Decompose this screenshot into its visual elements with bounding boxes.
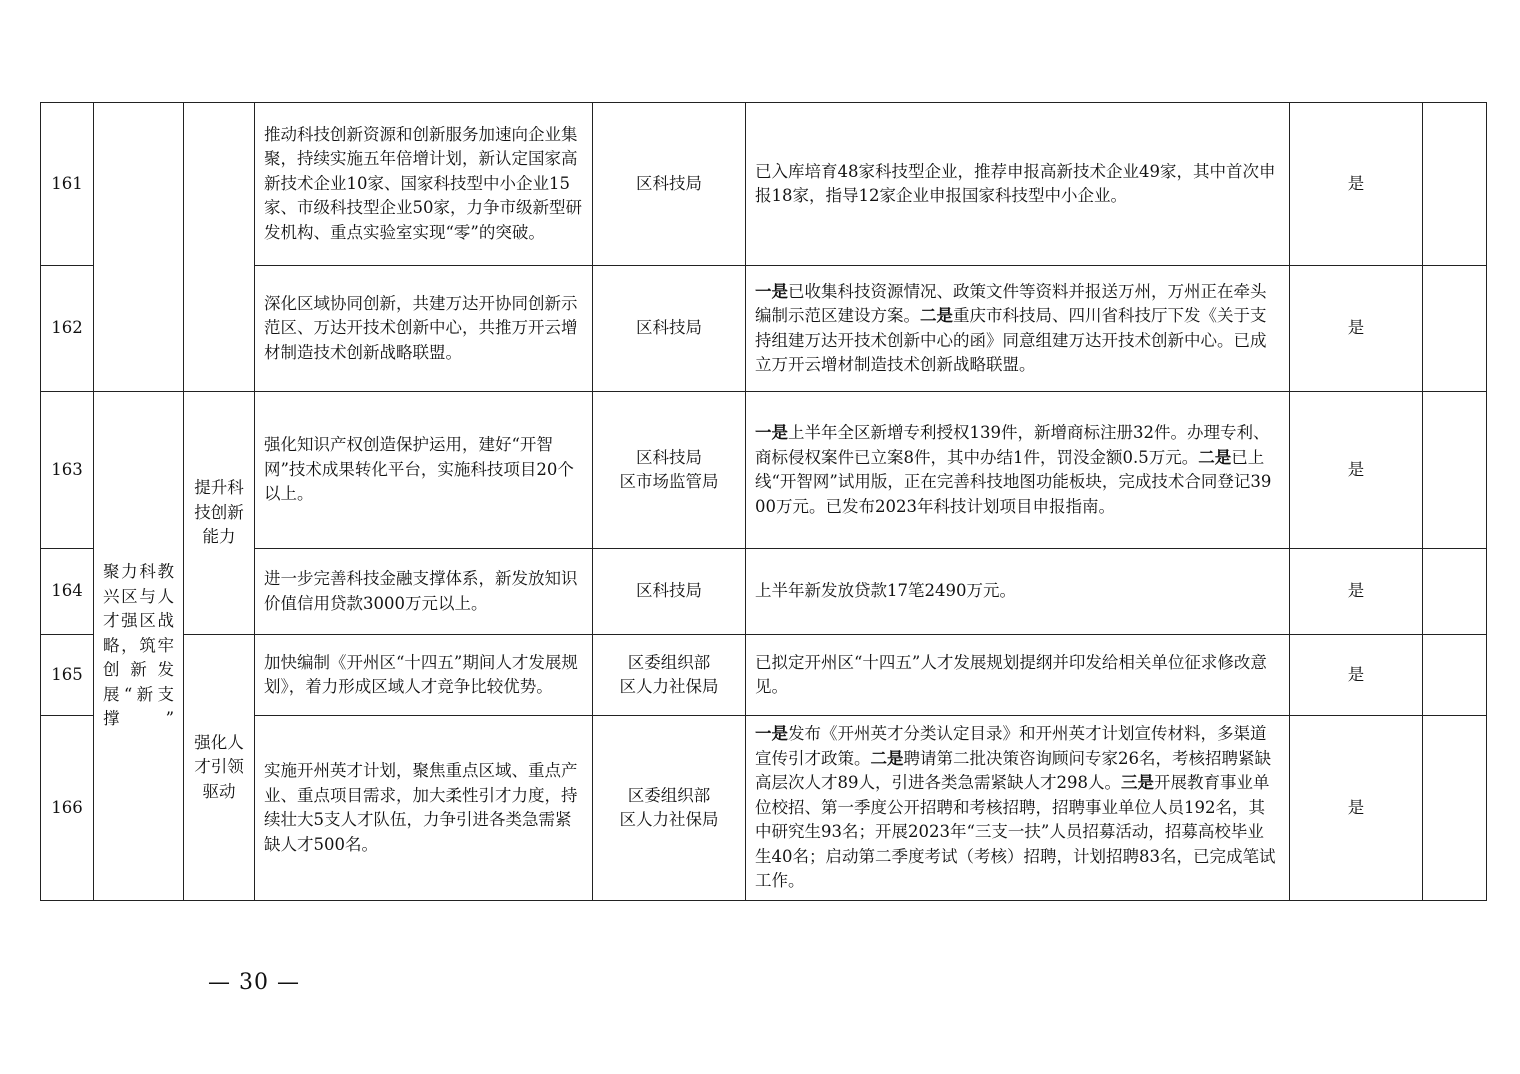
department-name: 区市场监管局: [619, 472, 719, 491]
progress-table: [40, 102, 1487, 901]
progress-lead: 一是: [755, 724, 788, 744]
department-cell: [593, 266, 746, 392]
progress-text: 已上线“开智网”试用版，正在完善科技地图功能板块，完成技术合同登记3900万元。已发布2023年科技计划项目申报指南。: [755, 447, 1272, 516]
progress-cell: 已拟定开州区“十四五”人才发展规划提纲并印发给相关单位征求修改意见。: [746, 635, 1290, 716]
subcategory-cell: 提升科技创新能力: [184, 392, 255, 635]
progress-cell: 上半年新发放贷款17笔2490万元。: [746, 549, 1290, 635]
table-row: [41, 549, 1487, 635]
progress-lead: 二是: [870, 748, 904, 768]
subcategory-cell: 强化人才引领驱动: [184, 635, 255, 901]
task-cell: 强化知识产权创造保护运用，建好“开智网”技术成果转化平台，实施科技项目20个以上。: [255, 392, 593, 549]
department-name: 区科技局: [636, 581, 702, 601]
completed-cell: 是: [1290, 392, 1423, 549]
table-row: [41, 635, 1487, 716]
remark-cell: [1423, 549, 1487, 635]
completed-cell: 是: [1290, 549, 1423, 635]
row-number: 166: [41, 716, 94, 901]
department-name: 区人力社保局: [619, 677, 719, 696]
row-number: 161: [41, 103, 94, 266]
progress-lead: 三是: [1121, 773, 1154, 793]
task-cell: 深化区域协同创新，共建万达开协同创新示范区、万达开技术创新中心，共推万开云增材制造技术创新战略联盟。: [255, 266, 593, 392]
progress-text: 开展教育事业单位校招、第一季度公开招聘和考核招聘，招聘事业单位人员192名，其中研究生93名；开展2023年“三支一扶”人员招募活动，招募高校毕业生40名；启动第二季度考试（考核）招聘，计划招聘83名，已完成笔试工作。: [755, 773, 1276, 891]
department-cell: [593, 635, 746, 716]
task-cell: 实施开州英才计划，聚焦重点区域、重点产业、重点项目需求，加大柔性引才力度，持续壮大5支人才队伍，力争引进各类急需紧缺人才500名。: [255, 716, 593, 901]
remark-cell: [1423, 635, 1487, 716]
task-cell: 推动科技创新资源和创新服务加速向企业集聚，持续实施五年倍增计划，新认定国家高新技术企业10家、国家科技型中小企业15家、市级科技型企业50家，力争市级新型研发机构、重点实验室实现“零”的突破。: [255, 103, 593, 266]
table-row: [41, 716, 1487, 901]
progress-cell: [746, 266, 1290, 392]
remark-cell: [1423, 103, 1487, 266]
department-name: 区科技局: [636, 173, 702, 193]
task-cell: 加快编制《开州区“十四五”期间人才发展规划》，着力形成区域人才竞争比较优势。: [255, 635, 593, 716]
department-name: 区科技局: [636, 318, 702, 338]
progress-text: 上半年全区新增专利授权139件，新增商标注册32件。办理专利、商标侵权案件已立案8件，其中办结1件，罚没金额0.5万元。: [755, 423, 1270, 467]
progress-lead: 一是: [755, 281, 788, 301]
progress-text: 重庆市科技局、四川省科技厅下发《关于支持组建万达开技术创新中心的函》同意组建万达开技术创新中心。已成立万开云增材制造技术创新战略联盟。: [755, 306, 1267, 374]
completed-cell: 是: [1290, 716, 1423, 901]
remark-cell: [1423, 266, 1487, 392]
table-row: [41, 266, 1487, 392]
task-cell: 进一步完善科技金融支撑体系，新发放知识价值信用贷款3000万元以上。: [255, 549, 593, 635]
remark-cell: [1423, 716, 1487, 901]
remark-cell: [1423, 392, 1487, 549]
progress-cell: [746, 716, 1290, 901]
category-cell-blank: [94, 103, 184, 392]
progress-text: 聘请第二批决策咨询顾问专家26名，考核招聘紧缺高层次人才89人，引进各类急需紧缺人才298人。: [755, 748, 1271, 793]
row-number: 163: [41, 392, 94, 549]
progress-lead: 二是: [920, 306, 953, 325]
progress-lead: 二是: [1198, 447, 1232, 467]
department-name: 区科技局: [636, 447, 702, 467]
table-row: [41, 392, 1487, 549]
page-number: — 30 —: [208, 970, 300, 995]
progress-text: 已收集科技资源情况、政策文件等资料并报送万州，万州正在牵头编制示范区建设方案。: [755, 281, 1267, 325]
department-name: 区人力社保局: [619, 810, 719, 829]
row-number: 165: [41, 635, 94, 716]
row-number: 162: [41, 266, 94, 392]
department-name: 区委组织部: [627, 785, 711, 805]
progress-text: 发布《开州英才分类认定目录》和开州英才计划宣传材料，多渠道宣传引才政策。: [755, 724, 1267, 768]
subcategory-cell-blank: [184, 103, 255, 392]
department-cell: [593, 716, 746, 901]
progress-cell: [746, 392, 1290, 549]
department-name: 区委组织部: [627, 652, 711, 672]
completed-cell: 是: [1290, 103, 1423, 266]
table-row: [41, 103, 1487, 266]
progress-cell: 已入库培育48家科技型企业，推荐申报高新技术企业49家，其中首次申报18家，指导12家企业申报国家科技型中小企业。: [746, 103, 1290, 266]
completed-cell: 是: [1290, 266, 1423, 392]
department-cell: [593, 392, 746, 549]
department-cell: [593, 549, 746, 635]
category-cell: 聚力科教兴区与人才强区战略，筑牢创新发展“新支撑”: [94, 392, 184, 901]
row-number: 164: [41, 549, 94, 635]
progress-lead: 一是: [755, 423, 788, 442]
completed-cell: 是: [1290, 635, 1423, 716]
department-cell: [593, 103, 746, 266]
